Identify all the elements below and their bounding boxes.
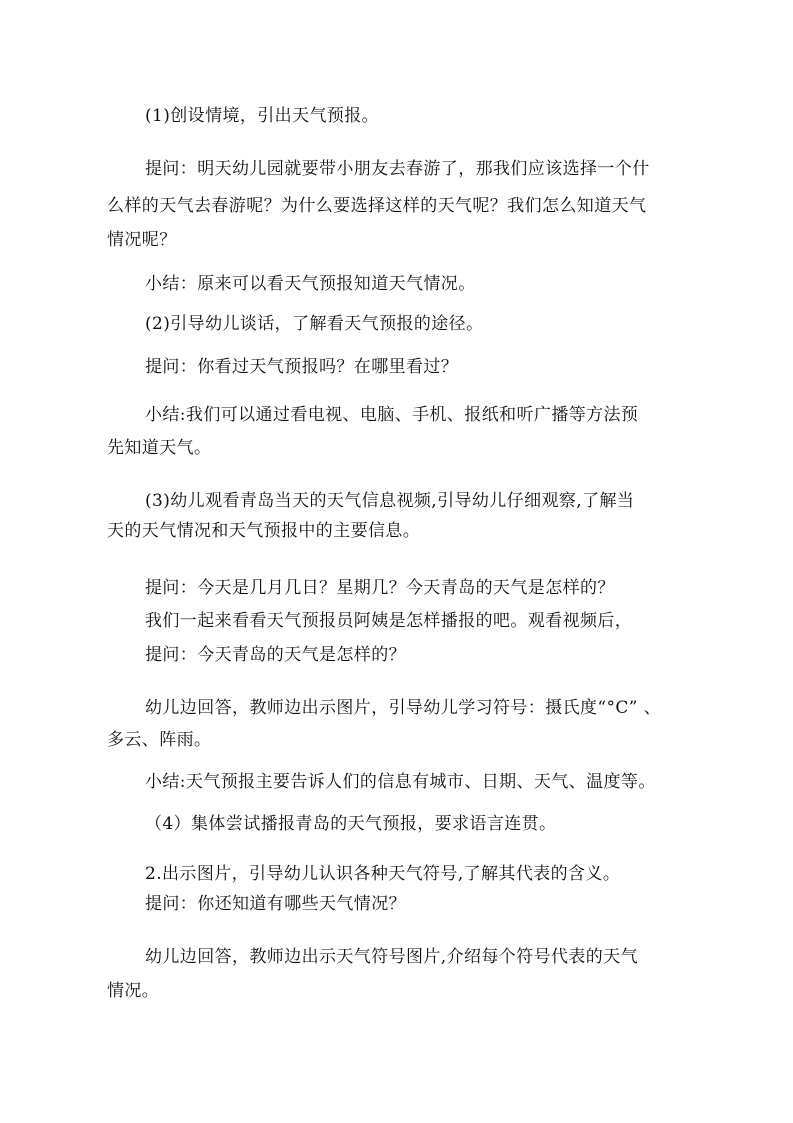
section-heading-2: (2)引导幼儿谈话，了解看天气预报的途径。 <box>145 314 484 334</box>
section-heading-5: 2.出示图片，引导幼儿认识各种天气符号,了解其代表的含义。 <box>145 864 621 884</box>
paragraph-line: 情况呢？ <box>107 230 177 250</box>
paragraph-line: 情况。 <box>107 981 160 1001</box>
paragraph-line: 提问：你看过天气预报吗？在哪里看过？ <box>145 357 459 377</box>
paragraph-line: 天的天气情况和天气预报中的主要信息。 <box>107 521 421 541</box>
summary-line: 小结：原来可以看天气预报知道天气情况。 <box>145 274 476 294</box>
paragraph-line: 么样的天气去春游呢？为什么要选择这样的天气呢？我们怎么知道天气 <box>107 196 647 216</box>
section-heading-3: (3)幼儿观看青岛当天的天气信息视频,引导幼儿仔细观察,了解当 <box>145 491 635 511</box>
section-heading-1: (1)创设情境，引出天气预报。 <box>145 106 380 126</box>
summary-line: 小结:天气预报主要告诉人们的信息有城市、日期、天气、温度等。 <box>145 772 656 792</box>
paragraph-line: 先知道天气。 <box>107 438 212 458</box>
paragraph-line: 提问：今天青岛的天气是怎样的？ <box>145 645 406 665</box>
paragraph-line: 多云、阵雨。 <box>107 730 212 750</box>
paragraph-line: 幼儿边回答，教师边出示图片，引导幼儿学习符号：摄氏度“°C” 、 <box>145 698 662 718</box>
paragraph-line: 提问：你还知道有哪些天气情况？ <box>145 894 406 914</box>
paragraph-line: 提问：明天幼儿园就要带小朋友去春游了，那我们应该选择一个什 <box>145 159 650 179</box>
paragraph-line: 幼儿边回答，教师边出示天气符号图片,介绍每个符号代表的天气 <box>145 947 639 967</box>
paragraph-line: 提问：今天是几月几日？星期几？今天青岛的天气是怎样的？ <box>145 578 615 598</box>
summary-line: 小结:我们可以通过看电视、电脑、手机、报纸和听广播等方法预 <box>145 405 639 425</box>
paragraph-line: 我们一起来看看天气预报员阿姨是怎样播报的吧。观看视频后， <box>145 611 633 631</box>
section-heading-4: （4）集体尝试播报青岛的天气预报，要求语言连贯。 <box>145 814 557 834</box>
